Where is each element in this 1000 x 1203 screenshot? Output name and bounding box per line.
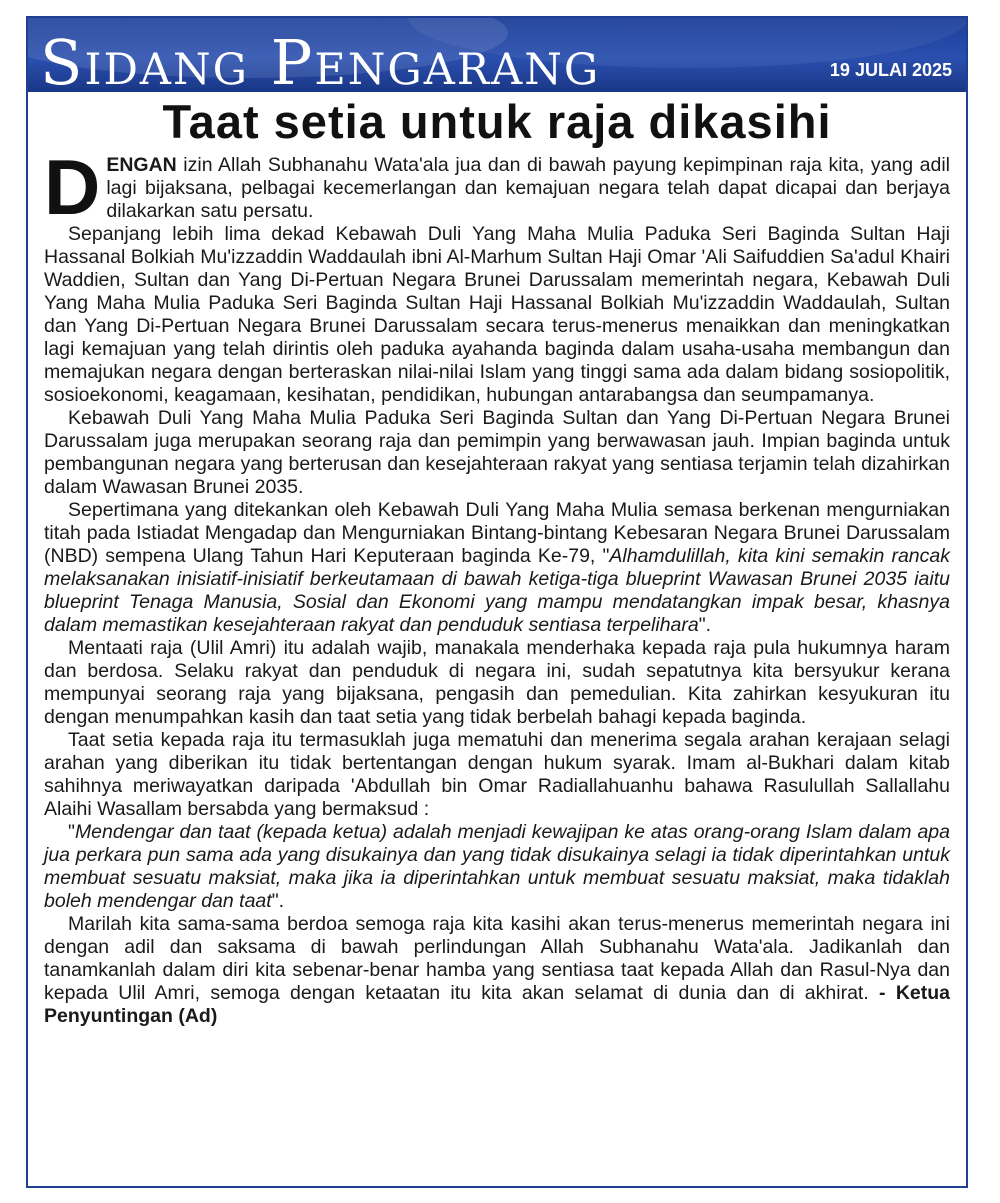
article-body	[44, 143, 951, 1028]
publication-date: 19 JULAI 2025	[829, 60, 952, 80]
paragraph-6: Taat setia kepada raja itu termasuklah juga mematuhi dan menerima segala arahan kerajaan selagi arahan yang diberikan itu tidak bertentangan dengan hukum syarak. Imam al-Bukhari dalam kitab sahihnya meriwayatkan daripada 'Abdullah bin Omar Radiallahuanhu bahawa Rasulullah Sallallahu Alaihi Wasallam bersabda yang bermaksud :	[44, 729, 950, 820]
paragraph-1	[44, 143, 950, 231]
quote-close: ".	[271, 890, 285, 912]
lead-word: ENGAN	[106, 154, 177, 176]
paragraph-8-text: Marilah kita sama-sama berdoa semoga raja kita kasihi akan terus-menerus memerintah negara ini dengan adil dan saksama di bawah perlindungan Allah Subhanahu Wata'ala. Jadikanlah dan tanamkanlah dalam diri kita sebenar-benar hamba yang sentiasa taat kepada Allah dan Rasul-Nya dan kepada Ulil Amri, semoga dengan ketaatan itu kita akan selamat di dunia dan di akhirat.	[44, 913, 950, 1004]
byline-signoff: - Ketua Penyuntingan (Ad)	[44, 982, 951, 1027]
paragraph-4-text: Sepertimana yang ditekankan oleh Kebawah Duli Yang Maha Mulia semasa berkenan mengurniakan titah pada Istiadat Mengadap dan Mengurniakan Bintang-bintang Kebesaran Negara Brunei Darussalam (NBD) sempena Ulang Tahun Hari Keputeraan baginda Ke-79, "	[44, 499, 950, 567]
editorial-frame	[26, 16, 968, 1188]
paragraph-2: Sepanjang lebih lima dekad Kebawah Duli Yang Maha Mulia Paduka Seri Baginda Sultan Haji Hassanal Bolkiah Mu'izzaddin Waddaulah ibni Al-Marhum Sultan Haji Omar 'Ali Saifuddien Sa'adul Khairi Waddien, Sultan dan Yang Di-Pertuan Negara Brunei Darussalam memerintah negara, Kebawah Duli Yang Maha Mulia Paduka Seri Baginda Sultan Haji Hassanal Bolkiah Mu'izzaddin Waddaulah, Sultan dan Yang Di-Pertuan Negara Brunei Darussalam secara terus-menerus menaikkan dan meningkatkan lagi kemajuan yang telah dirintis oleh paduka ayahanda baginda dalam usaha-usaha membangun dan memajukan negara dengan berteraskan nilai-nilai Islam yang tinggi sama ada dalam bidang sosiopolitik, sosioekonomi, keagamaan, kesihatan, pendidikan, hubungan antarabangsa dan seumpamanya.	[44, 223, 950, 406]
paragraph-1-text: izin Allah Subhanahu Wata'ala jua dan di bawah payung kepimpinan raja kita, yang adil lagi bijaksana, pelbagai kecemerlangan dan kemajuan negara telah dapat dicapai dan berjaya dilakarkan satu persatu.	[106, 154, 950, 222]
paragraph-3: Kebawah Duli Yang Maha Mulia Paduka Seri Baginda Sultan dan Yang Di-Pertuan Negara Brunei Darussalam juga merupakan seorang raja dan pemimpin yang berwawasan jauh. Impian baginda untuk pembangunan negara yang berterusan dan kesejahteraan rakyat yang sentiasa terjamin telah dizahirkan dalam Wawasan Brunei 2035.	[44, 407, 950, 498]
hadith-quote: Mendengar dan taat (kepada ketua) adalah menjadi kewajipan ke atas orang-orang Islam dalam apa jua perkara pun sama ada yang disukainya dan yang tidak disukainya selagi ia tidak diperintahkan untuk membuat sesuatu maksiat, maka jika ia diperintahkan untuk membuat sesuatu maksiat, maka tidaklah boleh mendengar dan taat	[44, 821, 950, 912]
article-headline: Taat setia untuk raja dikasihi	[162, 95, 832, 148]
paragraph-5: Mentaati raja (Ulil Amri) itu adalah wajib, manakala menderhaka kepada raja pula hukumnya haram dan berdosa. Selaku rakyat dan penduduk di negara ini, sudah sepatutnya kita bersyukur kerana mempunyai seorang raja yang bijaksana, pengasih dan pemedulian. Kita zahirkan kesyukuran itu dengan menumpahkan kasih dan taat setia yang tidak berbelah bahagi kepada baginda.	[44, 637, 950, 728]
masthead-banner	[28, 18, 966, 92]
quote-open: "	[68, 821, 75, 843]
masthead-title: Sidang Pengarang	[40, 26, 601, 92]
royal-decree-quote: Alhamdulillah, kita kini semakin rancak melaksanakan inisiatif-inisiatif berkeutamaan di bawah ketiga-tiga blueprint Wawasan Brunei 2035 iaitu blueprint Tenaga Manusia, Sosial dan Ekonomi yang mampu mendatangkan impak besar, khasnya dalam memastikan kesejahteraan rakyat dan penduduk sentiasa terpelihara	[44, 545, 950, 636]
quote-close: ".	[698, 614, 712, 636]
paragraph-7	[44, 821, 950, 913]
paragraph-8	[44, 913, 950, 1028]
drop-cap: D	[44, 143, 101, 231]
paragraph-4	[44, 499, 950, 637]
